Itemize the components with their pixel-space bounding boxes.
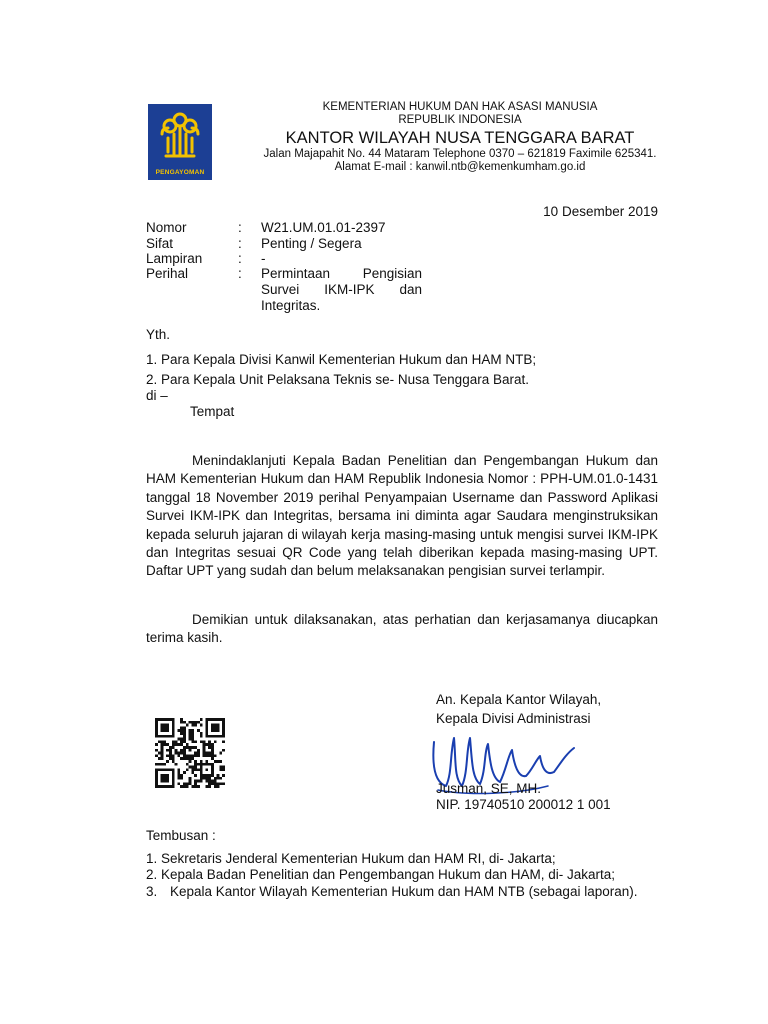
pengayoman-tree-icon [148, 104, 212, 168]
office-address: Jalan Majapahit No. 44 Mataram Telephone 0370 – 621819 Faximile 625341. [263, 148, 657, 160]
meta-label-nomor: Nomor [146, 220, 187, 235]
recipient-di: di – [146, 388, 168, 403]
letter-date: 10 Desember 2019 [543, 204, 658, 219]
ministry-logo [148, 104, 212, 180]
meta-colon: : [238, 236, 242, 251]
logo-caption: PENGAYOMAN [155, 169, 205, 176]
meta-colon: : [238, 220, 242, 235]
recipient-place: Tempat [190, 404, 235, 419]
cc-item-3-number: 3. [146, 884, 158, 899]
office-name: KANTOR WILAYAH NUSA TENGGARA BARAT [285, 129, 635, 147]
cc-item: 1. Sekretaris Jenderal Kementerian Hukum dan HAM RI, di- Jakarta; [146, 851, 556, 866]
office-email: Alamat E-mail : kanwil.ntb@kemenkumham.go.id [334, 161, 586, 173]
republic-name: REPUBLIK INDONESIA [398, 114, 522, 126]
ministry-name: KEMENTERIAN HUKUM DAN HAK ASASI MANUSIA [322, 101, 598, 113]
meta-value-perihal: Permintaan Pengisian Survei IKM-IPK dan Integritas. [261, 266, 422, 313]
signatory-nip: NIP. 19740510 200012 1 001 [436, 797, 611, 812]
meta-label-perihal: Perihal [146, 266, 189, 281]
meta-value-nomor: W21.UM.01.01-2397 [261, 220, 386, 235]
qr-code [155, 718, 225, 788]
signatory-name: Jusman, SE, MH. [436, 781, 542, 796]
signatory-title-1: An. Kepala Kantor Wilayah, [436, 692, 602, 707]
salutation: Yth. [146, 327, 171, 342]
signatory-title-2: Kepala Divisi Administrasi [436, 711, 591, 726]
body-paragraph-2: Demikian untuk dilaksanakan, atas perhatian dan kerjasamanya diucapkan terima kasih. [146, 612, 658, 646]
cc-heading: Tembusan : [146, 828, 216, 843]
recipient-item: 1. Para Kepala Divisi Kanwil Kementerian Hukum dan HAM NTB; [146, 352, 537, 367]
cc-item-3-text: Kepala Kantor Wilayah Kementerian Hukum dan HAM NTB (sebagai laporan). [170, 884, 638, 899]
meta-value-sifat: Penting / Segera [261, 236, 362, 251]
meta-value-lampiran: - [261, 251, 266, 266]
meta-colon: : [238, 251, 242, 266]
cc-item-3 [146, 883, 658, 900]
letterhead [220, 101, 700, 174]
cc-item: 2. Kepala Badan Penelitian dan Pengembangan Hukum dan HAM, di- Jakarta; [146, 867, 616, 882]
meta-colon: : [238, 266, 242, 281]
body-paragraph-1: Menindaklanjuti Kepala Badan Penelitian dan Pengembangan Hukum dan HAM Kementerian Hukum dan HAM Republik Indonesia Nomor : PPH-UM.01.0-1431 tanggal 18 November 2019 perihal Penyampaian Username dan Password Aplikasi Survei IKM-IPK dan Integritas, bersama ini diminta agar Saudara menginstruksikan kepada seluruh jajaran di wilayah kerja masing-masing untuk mengisi survei IKM-IPK dan Integritas sesuai QR Code yang telah diberikan kepada masing-masing UPT. Daftar UPT yang sudah dan belum melaksanakan pengisian survei terlampir. [146, 453, 658, 579]
meta-label-sifat: Sifat [146, 236, 174, 251]
recipient-item: 2. Para Kepala Unit Pelaksana Teknis se- Nusa Tenggara Barat. [146, 372, 529, 387]
meta-label-lampiran: Lampiran [146, 251, 203, 266]
